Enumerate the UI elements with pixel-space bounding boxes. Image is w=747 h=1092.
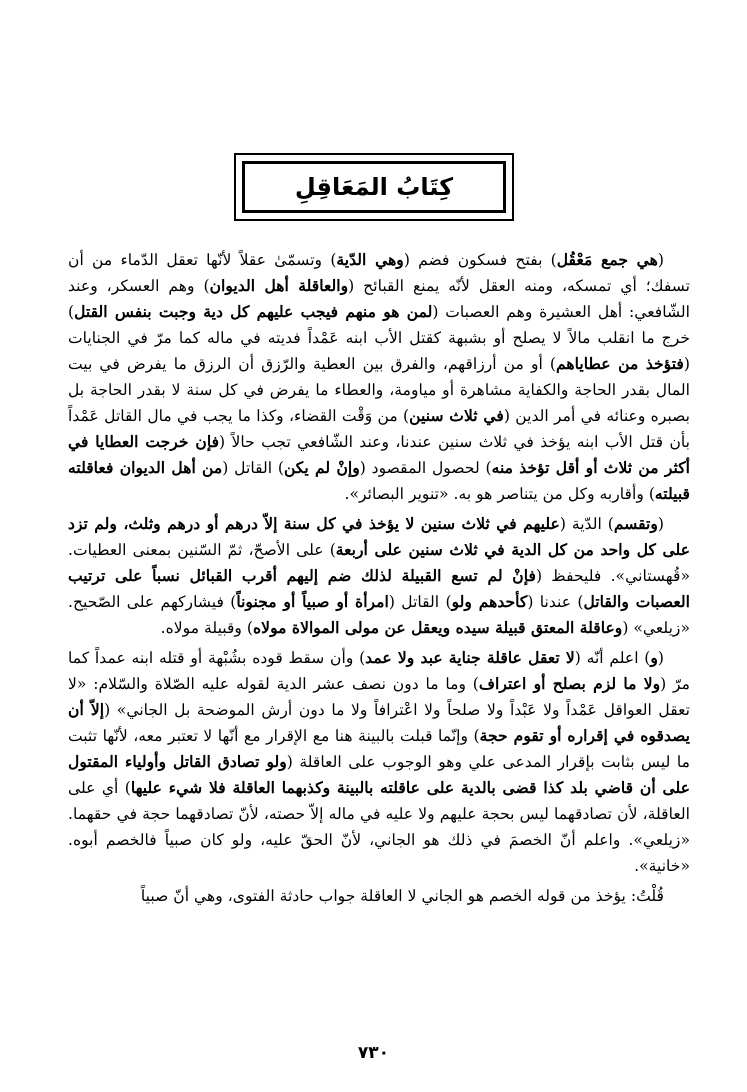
page-number: ٧٣٠ — [357, 1043, 390, 1063]
commentary-text: ) وتسمّىٰ عقلاً لأنّها تعقل الدّماء من أن تسفك؛ أي تمسكه، ومنه العقل لأنّه يمنع القبائح ( — [68, 251, 690, 295]
commentary-text: ) لحصول المقصود ( — [359, 459, 492, 477]
commentary-text: ) وأن سقط قوده بشُبْهة أو قتله ابنه عمداً كما مرّ ( — [68, 649, 690, 693]
bold-matn-text: لا تعقل عاقلة جناية عبد ولا عمد — [365, 648, 575, 667]
bold-matn-text: فتؤخذ من عطاياهم — [556, 354, 684, 373]
commentary-text: ) القاتل ( — [222, 459, 284, 477]
commentary-text: ) من وَقْت القضاء، وكذا ما يجب في مال القاتل عَمْداً بأن قتل الأب ابنه يؤخذ في ثلاث سنين عندنا، وعند الشّافعي تجب حالاً ( — [68, 407, 690, 451]
commentary-text: ( — [657, 649, 664, 667]
paragraph — [68, 645, 690, 879]
commentary-text: ) بفتح فسكون فضم ( — [403, 251, 557, 269]
paragraph — [68, 883, 690, 909]
chapter-title: كِتَابُ المَعَاقِلِ — [294, 173, 454, 201]
bold-matn-text: ولو تصادق القاتل وأولياء المقتول على أن قاضي بلد كذا قضى بالدية على عاقلته بالبينة وكذبهما العاقلة فلا شيء عليها — [68, 752, 691, 797]
paragraph — [68, 247, 690, 507]
bold-matn-text: عليهم في ثلاث سنين لا يؤخذ في كل سنة إلاّ درهم أو درهم وثلث، ولم تزد على كل واحد من كل الدية في ثلاث سنين على أربعة — [68, 514, 691, 559]
bold-matn-text: و — [650, 648, 658, 667]
bold-matn-text: وإنْ لم يكن — [283, 458, 360, 477]
commentary-text: ) القاتل ( — [388, 593, 452, 611]
commentary-text: ) أي على العاقلة، لأن تصادقهما ليس بحجة عليهم ولا عليه في ماله إلاّ حصته، لأنّ تصادقهما حجة في حقهما. «زيلعي». واعلم أنّ الخصمَ في ذلك هو الجاني، لأنّ الحقّ عليه، ولو كان صبياً فالخصم أبوه. «خانية». — [68, 779, 690, 875]
bold-matn-text: فإنْ لم تسع القبيلة لذلك ضم إليهم أقرب القبائل نسباً على ترتيب العصبات والقاتل — [68, 566, 690, 611]
bold-matn-text: وهي الدّية — [336, 250, 404, 269]
paragraph — [68, 511, 690, 641]
bold-matn-text: فإن خرجت العطايا في أكثر من ثلاث أو أقل تؤخذ منه — [68, 432, 690, 477]
chapter-title-inner-frame — [242, 161, 506, 213]
commentary-text: ) على الأصحّ، ثمّ السّنين بمعنى العطيات. «قُهستاني». فليحفظ ( — [68, 541, 690, 585]
commentary-text: ) فيشاركهم على الصّحيح. «زيلعي» ( — [68, 593, 690, 637]
bold-matn-text: وعاقلة المعتق قبيلة سيده ويعقل عن مولى الموالاة مولاه — [253, 618, 623, 637]
body-text — [68, 247, 690, 909]
commentary-text: ) الدّية ( — [559, 515, 614, 533]
bold-matn-text: في ثلاث سنين — [409, 406, 504, 425]
commentary-text: قُلْتُ: يؤخذ من قوله الخصم هو الجاني لا العاقلة جواب حادثة الفتوى، وهي أنّ صبياً — [140, 887, 664, 905]
bold-matn-text: وتقسم — [613, 514, 658, 533]
commentary-text: ) أو من أرزاقهم، والفرق بين العطية والرّزق أن الرزق ما يفرض في بيت المال بقدر الحاجة والكفاية مشاهرة أو مياومة، والعطاء ما يفرض في كل سنة لا بقدر الحاجة بل بصبره وعنائه في أمر الدين ( — [68, 355, 691, 425]
commentary-text: ) وهم العسكر، وعند الشّافعي: أهل العشيرة وهم العصبات ( — [68, 277, 690, 321]
bold-matn-text: ولا ما لزم بصلح أو اعتراف — [478, 674, 661, 693]
bold-matn-text: والعاقلة أهل الديوان — [209, 276, 349, 295]
commentary-text: ( — [657, 251, 664, 269]
bold-matn-text: هي جمع مَعْقُل — [556, 250, 658, 269]
bold-matn-text: إلاّ أن يصدقوه في إقراره أو تقوم حجة — [68, 700, 690, 745]
commentary-text: ) وأقاربه وكل من يتناصر هو به. «تنوير البصائر». — [344, 485, 655, 503]
commentary-text: ) وما ما دون نصف عشر الدية لقوله عليه الصّلاة والسّلام: «لا تعقل العواقل عَمْداً ولا عَبْداً ولا صلحاً ولا اعْترافاً ولا ما دون أرش الموضحة بل الجاني» ( — [68, 675, 690, 719]
commentary-text: ) وقبيلة مولاه. — [160, 619, 254, 637]
commentary-text: ( — [657, 515, 664, 533]
commentary-text: ) عندنا ( — [527, 593, 584, 611]
bold-matn-text: امرأة أو صبياً أو مجنوناً — [236, 592, 389, 611]
commentary-text: ) وإنّما قبلت بالبينة هنا مع الإقرار مع أنّها لا تعتبر معه، لأنّها تثبت ما ليس بثابت بإقرار المدعى علي وهو الوجوب على العاقلة ( — [68, 727, 690, 771]
chapter-title-frame — [234, 153, 514, 221]
bold-matn-text: من أهل الديوان فعاقلته قبيلته — [68, 458, 690, 503]
bold-matn-text: لمن هو منهم فيجب عليهم كل دية وجبت بنفس القتل — [74, 302, 433, 321]
commentary-text: ) اعلم أنّه ( — [574, 649, 651, 667]
bold-matn-text: كأحدهم ولو — [451, 592, 528, 611]
commentary-text: ) خرج ما انقلب مالاً لا يصلح أو بشبهة كقتل الأب ابنه عَمْداً فديته في ماله كما مرّ في الجنايات ( — [68, 303, 690, 373]
